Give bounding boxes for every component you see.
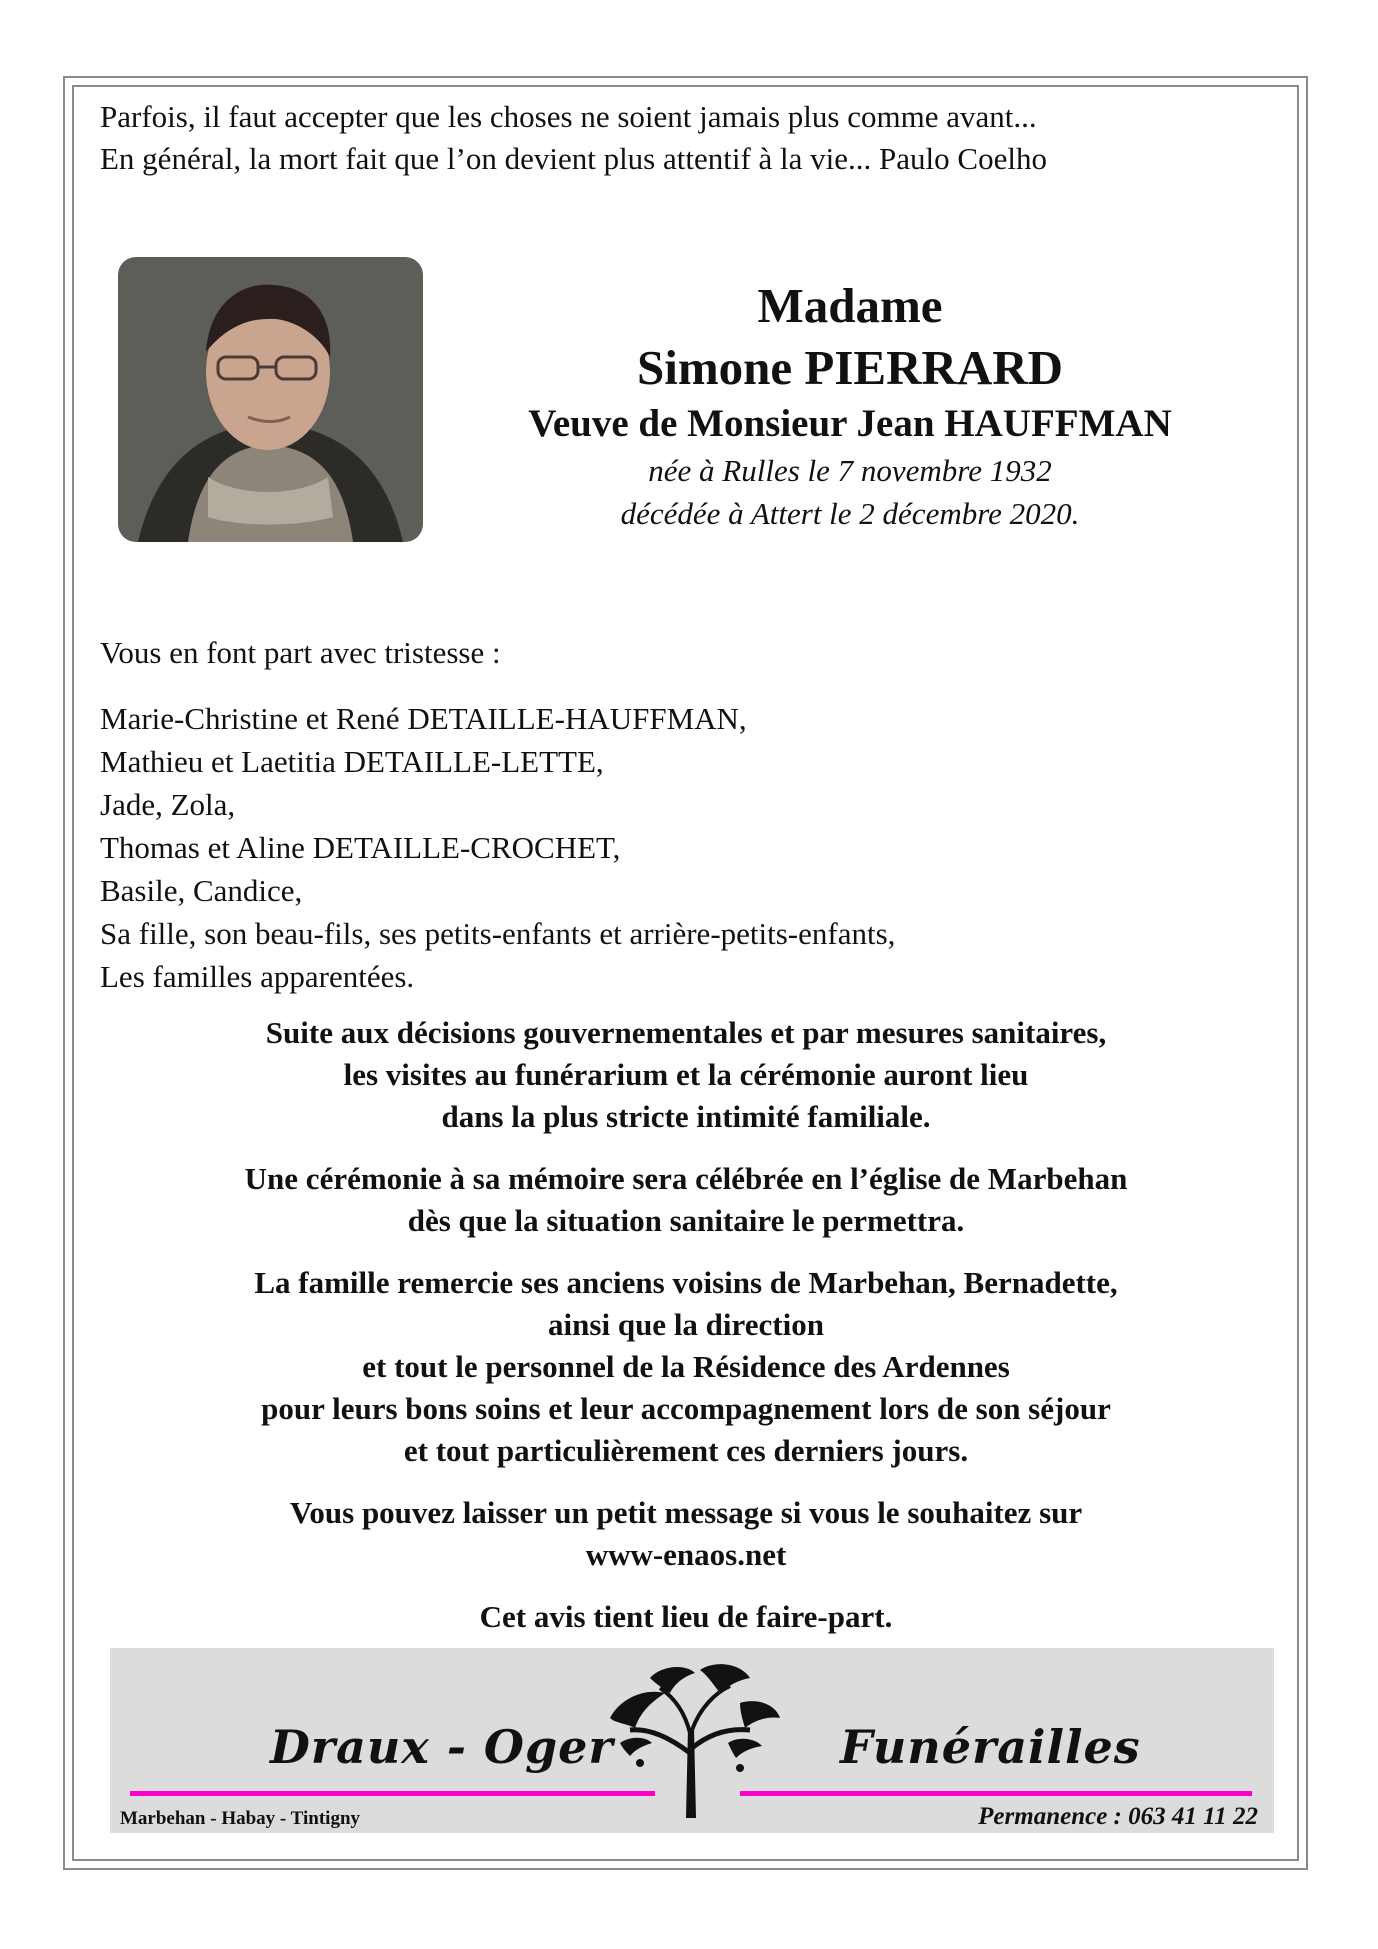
deceased-title: Madame xyxy=(757,278,943,333)
death-info: décédée à Attert le 2 décembre 2020. xyxy=(620,496,1080,531)
thanks-line: et tout particulièrement ces derniers jours. xyxy=(403,1433,969,1468)
message-line: Vous pouvez laisser un petit message si vous le souhaitez sur xyxy=(289,1495,1083,1530)
list-item: Basile, Candice, xyxy=(100,873,303,908)
list-item: Sa fille, son beau-fils, ses petits-enfants et arrière-petits-enfants, xyxy=(100,916,896,951)
list-item: Les familles apparentées. xyxy=(100,959,415,994)
notices xyxy=(80,1012,1292,1658)
ceremony-notice xyxy=(80,1158,1292,1242)
message-notice xyxy=(80,1492,1292,1576)
portrait-illustration xyxy=(118,257,423,542)
widow-of: Veuve de Monsieur Jean HAUFFMAN xyxy=(528,402,1172,445)
thanks-line: ainsi que la direction xyxy=(548,1307,824,1342)
opening-quote xyxy=(100,96,1280,180)
ceremony-line: Une cérémonie à sa mémoire sera célébrée en l’église de Marbehan xyxy=(244,1161,1128,1196)
list-item: Marie-Christine et René DETAILLE-HAUFFMAN, xyxy=(100,701,747,736)
accent-line-right xyxy=(740,1791,1252,1796)
deceased-name: Simone PIERRARD xyxy=(636,340,1064,395)
list-item: Jade, Zola, xyxy=(100,787,236,822)
covid-line: Suite aux décisions gouvernementales et par mesures sanitaires, xyxy=(265,1015,1107,1050)
permanence-phone: Permanence : 063 41 11 22 xyxy=(978,1803,1258,1830)
accent-line-left xyxy=(130,1791,655,1796)
thanks-line: La famille remercie ses anciens voisins de Marbehan, Bernadette, xyxy=(254,1265,1118,1300)
covid-line: les visites au funérarium et la cérémonie auront lieu xyxy=(343,1057,1029,1092)
ceremony-line: dès que la situation sanitaire le permettra. xyxy=(407,1203,965,1238)
deceased-identity xyxy=(460,275,1240,535)
quote-line-2: En général, la mort fait que l’on devient plus attentif à la vie... Paulo Coelho xyxy=(100,141,1047,176)
quote-line-1: Parfois, il faut accepter que les choses ne soient jamais plus comme avant... xyxy=(100,99,1037,134)
brand-left: Draux - Oger xyxy=(270,1720,614,1774)
thanks-line: et tout le personnel de la Résidence des Ardennes xyxy=(362,1349,1010,1384)
tree-logo-icon xyxy=(590,1658,790,1828)
announcement: Vous en font part avec tristesse : xyxy=(100,635,501,670)
list-item: Mathieu et Laetitia DETAILLE-LETTE, xyxy=(100,744,604,779)
thanks-notice xyxy=(80,1262,1292,1472)
funeral-home-banner xyxy=(110,1648,1274,1833)
closing-notice xyxy=(80,1596,1292,1638)
covid-line: dans la plus stricte intimité familiale. xyxy=(441,1099,931,1134)
closing-line: Cet avis tient lieu de faire-part. xyxy=(479,1599,893,1634)
portrait-photo xyxy=(118,257,423,542)
birth-info: née à Rulles le 7 novembre 1932 xyxy=(648,453,1052,488)
covid-notice xyxy=(80,1012,1292,1138)
thanks-line: pour leurs bons soins et leur accompagnement lors de son séjour xyxy=(261,1391,1111,1426)
locations: Marbehan - Habay - Tintigny xyxy=(120,1808,361,1829)
family-list xyxy=(100,697,895,998)
list-item: Thomas et Aline DETAILLE-CROCHET, xyxy=(100,830,621,865)
website-link[interactable]: www-enaos.net xyxy=(585,1537,787,1572)
brand-right: Funérailles xyxy=(840,1720,1141,1774)
